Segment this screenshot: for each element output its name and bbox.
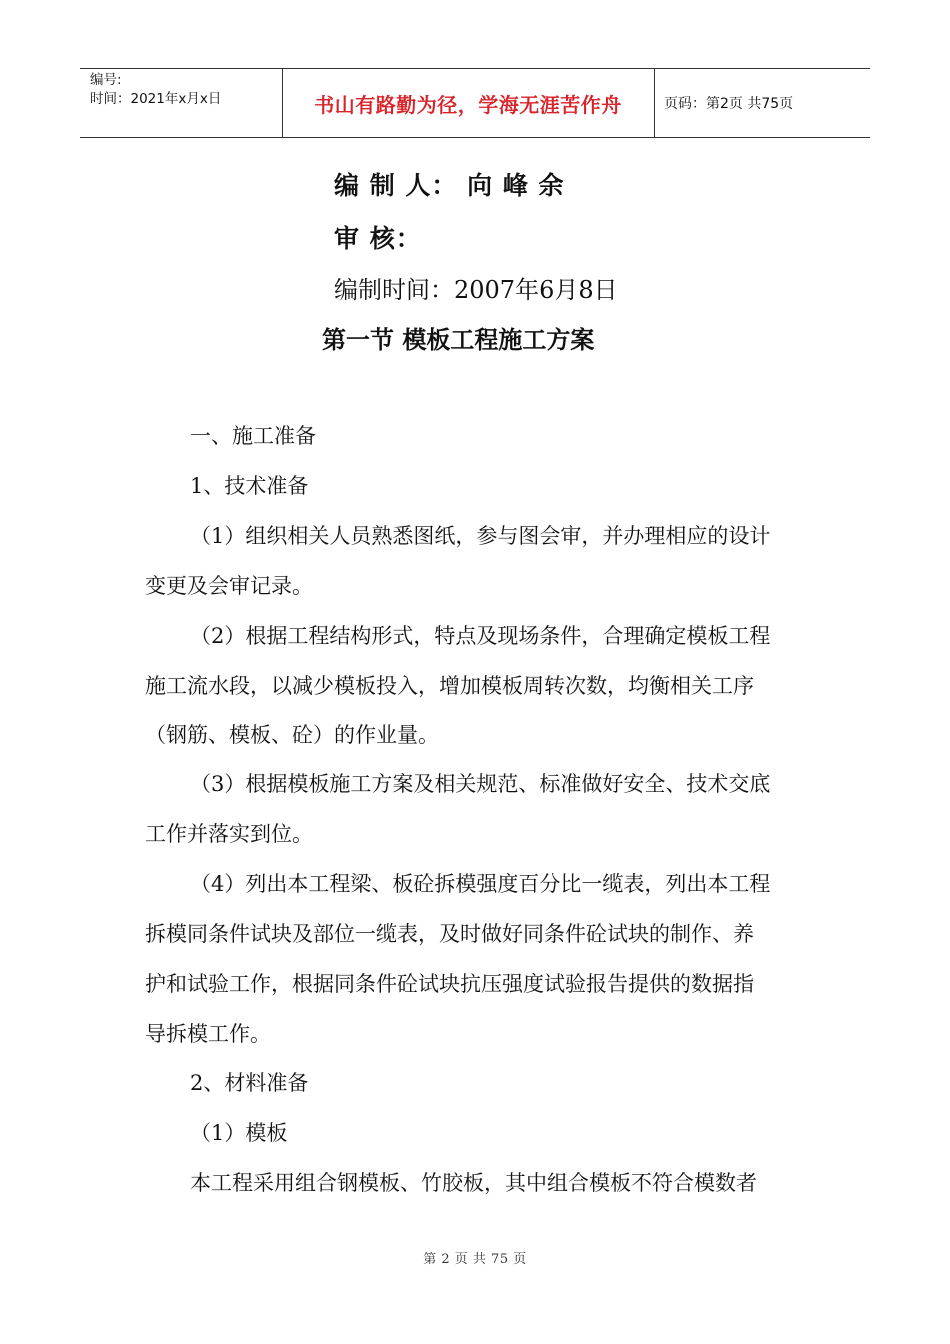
paragraph-line: 变更及会审记录。 <box>145 574 313 598</box>
paragraph-line: （2）根据工程结构形式，特点及现场条件，合理确定模板工程 <box>190 624 771 648</box>
number-label: 编号: <box>90 72 122 88</box>
paragraph-line: （4）列出本工程梁、板砼拆模强度百分比一缆表，列出本工程 <box>190 872 771 896</box>
heading-formwork: （1）模板 <box>190 1121 288 1145</box>
page-header <box>80 68 870 138</box>
compiler-line: 编 制 人： 向 峰 余 <box>334 171 565 200</box>
paragraph-line: 护和试验工作，根据同条件砼试块抗压强度试验报告提供的数据指 <box>145 972 754 996</box>
page-footer: 第 2 页 共 75 页 <box>423 1252 527 1267</box>
paragraph-line: 导拆模工作。 <box>145 1022 271 1046</box>
paragraph-line: （3）根据模板施工方案及相关规范、标准做好安全、技术交底 <box>190 772 771 796</box>
time-label: 时间：2021年x月x日 <box>90 91 222 107</box>
paragraph-line: 本工程采用组合钢模板、竹胶板，其中组合模板不符合模数者 <box>190 1171 757 1195</box>
motto-text: 书山有路勤为径，学海无涯苦作舟 <box>314 92 622 117</box>
header-motto-cell <box>282 69 655 137</box>
reviewer-line: 审 核： <box>334 224 422 253</box>
section-title: 第一节 模板工程施工方案 <box>322 325 595 354</box>
paragraph-line: 施工流水段，以减少模板投入，增加模板周转次数，均衡相关工序 <box>145 674 754 698</box>
paragraph-line: 工作并落实到位。 <box>145 822 313 846</box>
compile-time-line: 编制时间：2007年6月8日 <box>334 276 618 304</box>
page-info: 页码：第2页 共75页 <box>664 96 794 112</box>
header-meta-cell <box>80 69 283 137</box>
heading-construction-prep: 一、施工准备 <box>190 424 316 448</box>
header-page-cell <box>654 69 870 137</box>
paragraph-line: （钢筋、模板、砼）的作业量。 <box>145 723 439 747</box>
heading-technical-prep: 1、技术准备 <box>190 474 309 498</box>
paragraph-line: 拆模同条件试块及部位一缆表，及时做好同条件砼试块的制作、养 <box>145 922 754 946</box>
paragraph-line: （1）组织相关人员熟悉图纸，参与图会审，并办理相应的设计 <box>190 524 771 548</box>
heading-material-prep: 2、材料准备 <box>190 1071 309 1095</box>
